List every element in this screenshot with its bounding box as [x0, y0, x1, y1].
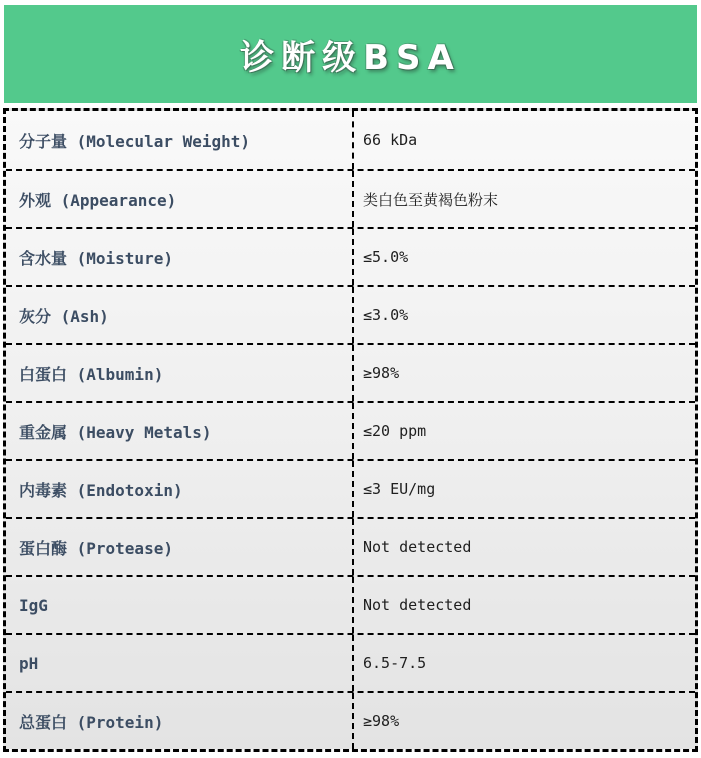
- spec-value: ≤3 EU/mg: [352, 461, 695, 517]
- table-row: [6, 227, 695, 285]
- spec-value: ≤20 ppm: [352, 403, 695, 459]
- spec-label: 灰分 (Ash): [19, 306, 109, 326]
- spec-label: 内毒素 (Endotoxin): [19, 480, 183, 500]
- table-row: [6, 169, 695, 227]
- spec-value: ≥98%: [352, 693, 695, 749]
- spec-label: 总蛋白 (Protein): [19, 712, 164, 732]
- spec-label: 白蛋白 (Albumin): [19, 364, 164, 384]
- spec-label: 蛋白酶 (Protease): [19, 538, 173, 558]
- table-row: [6, 343, 695, 401]
- spec-label: 外观 (Appearance): [19, 190, 177, 210]
- spec-label: 重金属 (Heavy Metals): [19, 422, 212, 442]
- spec-value: 类白色至黄褐色粉末: [352, 171, 695, 227]
- table-row: [6, 401, 695, 459]
- spec-value: ≤5.0%: [352, 229, 695, 285]
- spec-value: Not detected: [352, 519, 695, 575]
- table-row: [6, 575, 695, 633]
- spec-label: 含水量 (Moisture): [19, 248, 173, 268]
- table-row: [6, 691, 695, 749]
- page-title: 诊断级BSA: [240, 37, 461, 78]
- table-row: [6, 459, 695, 517]
- spec-value: ≥98%: [352, 345, 695, 401]
- spec-value: Not detected: [352, 577, 695, 633]
- spec-value: 66 kDa: [352, 111, 695, 169]
- table-row: [6, 285, 695, 343]
- spec-value: 6.5-7.5: [352, 635, 695, 691]
- header-banner: [4, 5, 697, 103]
- spec-label: 分子量 (Molecular Weight): [19, 131, 251, 151]
- table-row: [6, 517, 695, 575]
- table-row: [6, 111, 695, 169]
- spec-value: ≤3.0%: [352, 287, 695, 343]
- table-row: [6, 633, 695, 691]
- spec-label: pH: [19, 653, 39, 673]
- spec-table: [3, 108, 698, 752]
- spec-label: IgG: [19, 595, 48, 615]
